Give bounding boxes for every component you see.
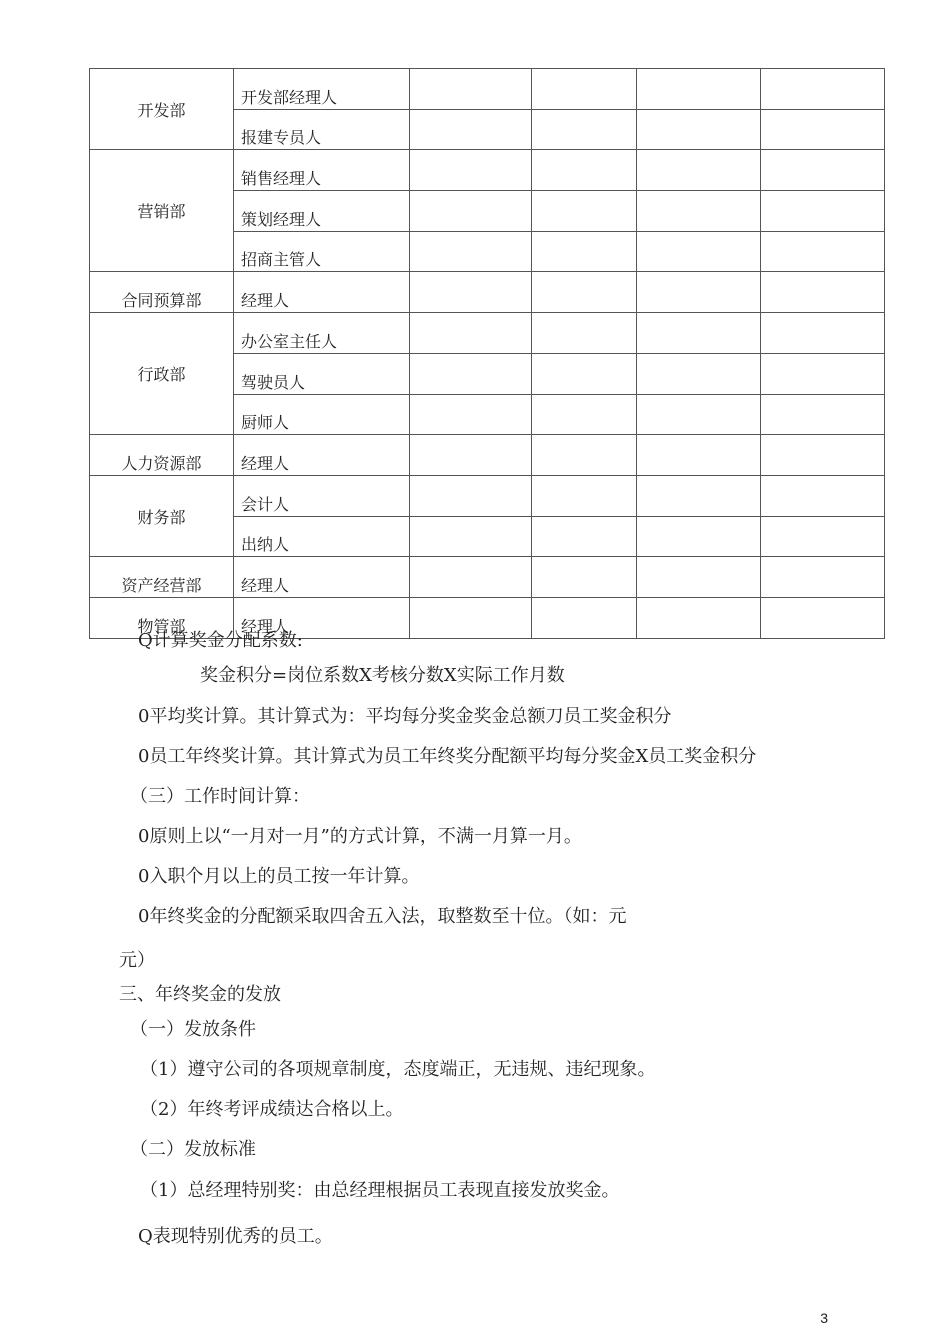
department-cell: 合同预算部 [90,272,234,313]
empty-value-cell [532,597,637,638]
paragraph-average-bonus: 0平均奖计算。其计算式为：平均每分奖金奖金总额刀员工奖金积分 [138,706,672,727]
empty-value-cell [532,353,637,394]
empty-value-cell [532,475,637,516]
department-cell: 开发部 [90,69,234,150]
empty-value-cell [637,272,761,313]
condition-item-1: （1）遵守公司的各项规章制度，态度端正，无违规、违纪现象。 [140,1059,656,1080]
empty-value-cell [410,69,532,110]
position-cell: 办公室主任人 [234,313,410,354]
department-cell: 财务部 [90,475,234,556]
paragraph-coefficient-heading: Q计算奖金分配系数: [138,630,303,651]
empty-value-cell [637,597,761,638]
empty-value-cell [532,150,637,191]
position-cell: 出纳人 [234,516,410,557]
empty-value-cell [410,313,532,354]
empty-value-cell [637,150,761,191]
empty-value-cell [637,313,761,354]
subheading-standards: （二）发放标准 [130,1139,256,1160]
empty-value-cell [410,597,532,638]
empty-value-cell [532,557,637,598]
standard-item-outstanding: Q表现特别优秀的员工。 [138,1226,333,1247]
empty-value-cell [761,150,885,191]
bonus-position-table [89,68,885,639]
department-cell: 行政部 [90,313,234,435]
empty-value-cell [532,69,637,110]
empty-value-cell [761,191,885,232]
empty-value-cell [637,394,761,435]
position-cell: 经理人 [234,272,410,313]
position-cell: 会计人 [234,475,410,516]
empty-value-cell [637,475,761,516]
position-cell: 经理人 [234,435,410,476]
position-cell: 厨师人 [234,394,410,435]
empty-value-cell [761,69,885,110]
position-cell: 驾驶员人 [234,353,410,394]
paragraph-month-rule: 0原则上以“一月对一月”的方式计算，不满一月算一月。 [138,826,582,847]
paragraph-rounding-continued: 元） [119,950,155,971]
empty-value-cell [532,272,637,313]
empty-value-cell [761,109,885,150]
empty-value-cell [410,394,532,435]
empty-value-cell [410,272,532,313]
empty-value-cell [761,557,885,598]
section-heading-payout: 三、年终奖金的发放 [119,984,281,1005]
empty-value-cell [637,353,761,394]
empty-value-cell [761,394,885,435]
empty-value-cell [532,109,637,150]
paragraph-formula-points: 奖金积分=岗位系数X考核分数X实际工作月数 [200,665,565,686]
position-cell: 经理人 [234,557,410,598]
condition-item-2: （2）年终考评成绩达合格以上。 [140,1099,404,1120]
table-row [90,435,885,476]
department-cell: 资产经营部 [90,557,234,598]
page-number: 3 [820,1310,828,1326]
position-cell: 开发部经理人 [234,69,410,110]
empty-value-cell [532,313,637,354]
empty-value-cell [410,475,532,516]
department-cell: 物管部 [90,597,234,638]
empty-value-cell [637,69,761,110]
table-row [90,475,885,516]
empty-value-cell [410,150,532,191]
empty-value-cell [410,109,532,150]
table-row [90,69,885,110]
empty-value-cell [410,191,532,232]
table-row [90,313,885,354]
empty-value-cell [410,231,532,272]
empty-value-cell [532,435,637,476]
empty-value-cell [637,231,761,272]
empty-value-cell [761,435,885,476]
position-cell: 策划经理人 [234,191,410,232]
empty-value-cell [761,272,885,313]
paragraph-worktime-heading: （三）工作时间计算： [130,786,310,807]
empty-value-cell [532,231,637,272]
department-cell: 营销部 [90,150,234,272]
table-row [90,272,885,313]
subheading-conditions: （一）发放条件 [130,1019,256,1040]
empty-value-cell [637,191,761,232]
empty-value-cell [410,557,532,598]
position-cell: 报建专员人 [234,109,410,150]
empty-value-cell [637,109,761,150]
empty-value-cell [761,516,885,557]
position-cell: 经理人 [234,597,410,638]
empty-value-cell [761,231,885,272]
paragraph-onboard-rule: 0入职个月以上的员工按一年计算。 [138,866,420,887]
paragraph-employee-bonus: 0员工年终奖计算。其计算式为员工年终奖分配额平均每分奖金X员工奖金积分 [138,746,757,767]
empty-value-cell [761,597,885,638]
table-row [90,557,885,598]
department-cell: 人力资源部 [90,435,234,476]
empty-value-cell [637,516,761,557]
table-row [90,150,885,191]
position-cell: 招商主管人 [234,231,410,272]
empty-value-cell [532,516,637,557]
empty-value-cell [532,191,637,232]
empty-value-cell [410,516,532,557]
empty-value-cell [761,475,885,516]
position-cell: 销售经理人 [234,150,410,191]
empty-value-cell [637,435,761,476]
standard-item-1: （1）总经理特别奖：由总经理根据员工表现直接发放奖金。 [140,1180,620,1201]
empty-value-cell [761,353,885,394]
empty-value-cell [410,353,532,394]
paragraph-rounding-rule: 0年终奖金的分配额采取四舍五入法，取整数至十位。（如：元 [138,906,627,927]
empty-value-cell [532,394,637,435]
empty-value-cell [410,435,532,476]
empty-value-cell [637,557,761,598]
empty-value-cell [761,313,885,354]
